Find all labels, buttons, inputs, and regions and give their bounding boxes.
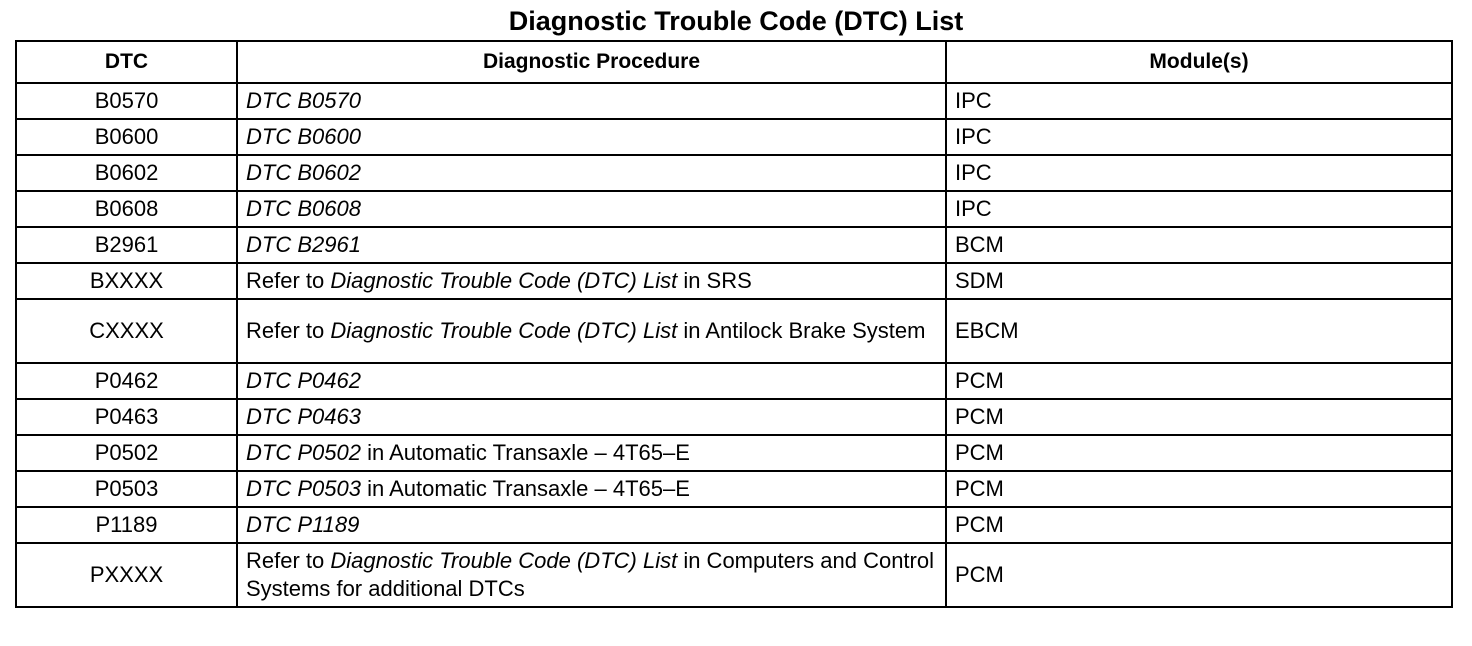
procedure-reference-text: DTC B0570 [246,88,361,113]
diagnostic-procedure-cell [237,227,946,263]
procedure-text: Refer to [246,268,331,293]
module-cell: PCM [946,363,1452,399]
table-row [16,507,1452,543]
dtc-code-cell: P0463 [16,399,237,435]
procedure-text: in Antilock Brake System [677,318,926,343]
module-cell: IPC [946,155,1452,191]
table-row [16,83,1452,119]
module-cell: PCM [946,507,1452,543]
module-cell: IPC [946,83,1452,119]
table-row [16,263,1452,299]
table-row [16,435,1452,471]
procedure-text: in Computers and Control Systems for additional DTCs [246,548,934,601]
diagnostic-procedure-cell [237,119,946,155]
dtc-table [15,40,1453,608]
procedure-text: in Automatic Transaxle – 4T65–E [360,476,690,501]
module-cell: SDM [946,263,1452,299]
dtc-code-cell: BXXXX [16,263,237,299]
procedure-reference-text: DTC P0502 [246,440,361,465]
column-header-modules: Module(s) [946,41,1452,83]
dtc-code-cell: P0502 [16,435,237,471]
procedure-text: Refer to [246,318,331,343]
procedure-reference-text: DTC P0462 [246,368,361,393]
procedure-reference-text: DTC B2961 [246,232,361,257]
dtc-code-cell: B0602 [16,155,237,191]
procedure-reference-text: DTC P1189 [246,512,360,537]
table-header-row [16,41,1452,83]
procedure-text: in SRS [677,268,752,293]
procedure-reference-text: DTC B0608 [246,196,361,221]
table-row [16,299,1452,363]
diagnostic-procedure-cell [237,155,946,191]
diagnostic-procedure-cell [237,83,946,119]
table-row [16,399,1452,435]
diagnostic-procedure-cell [237,507,946,543]
module-cell: IPC [946,191,1452,227]
procedure-text: in Automatic Transaxle – 4T65–E [360,440,690,465]
procedure-reference-text: Diagnostic Trouble Code (DTC) List [330,548,678,573]
procedure-reference-text: Diagnostic Trouble Code (DTC) List [330,268,678,293]
module-cell: PCM [946,471,1452,507]
dtc-code-cell: P0503 [16,471,237,507]
column-header-dtc: DTC [16,41,237,83]
procedure-reference-text: DTC B0600 [246,124,361,149]
diagnostic-procedure-cell [237,299,946,363]
table-row [16,227,1452,263]
dtc-code-cell: P1189 [16,507,237,543]
page-title: Diagnostic Trouble Code (DTC) List [508,6,964,36]
table-row [16,363,1452,399]
diagnostic-procedure-cell [237,471,946,507]
procedure-reference-text: DTC P0503 [246,476,361,501]
table-row [16,155,1452,191]
diagnostic-procedure-cell [237,399,946,435]
module-cell: EBCM [946,299,1452,363]
diagnostic-procedure-cell [237,435,946,471]
procedure-reference-text: DTC P0463 [246,404,361,429]
diagnostic-procedure-cell [237,543,946,607]
procedure-reference-text: Diagnostic Trouble Code (DTC) List [330,318,678,343]
diagnostic-procedure-cell [237,363,946,399]
table-row [16,543,1452,607]
module-cell: PCM [946,399,1452,435]
dtc-code-cell: B2961 [16,227,237,263]
procedure-reference-text: DTC B0602 [246,160,361,185]
dtc-code-cell: B0600 [16,119,237,155]
dtc-code-cell: PXXXX [16,543,237,607]
diagnostic-procedure-cell [237,263,946,299]
table-body [16,83,1452,607]
module-cell: PCM [946,543,1452,607]
table-row [16,471,1452,507]
module-cell: PCM [946,435,1452,471]
module-cell: BCM [946,227,1452,263]
column-header-procedure: Diagnostic Procedure [237,41,946,83]
module-cell: IPC [946,119,1452,155]
dtc-code-cell: P0462 [16,363,237,399]
table-row [16,119,1452,155]
dtc-code-cell: B0608 [16,191,237,227]
diagnostic-procedure-cell [237,191,946,227]
dtc-code-cell: CXXXX [16,299,237,363]
procedure-text: Refer to [246,548,331,573]
table-row [16,191,1452,227]
dtc-code-cell: B0570 [16,83,237,119]
